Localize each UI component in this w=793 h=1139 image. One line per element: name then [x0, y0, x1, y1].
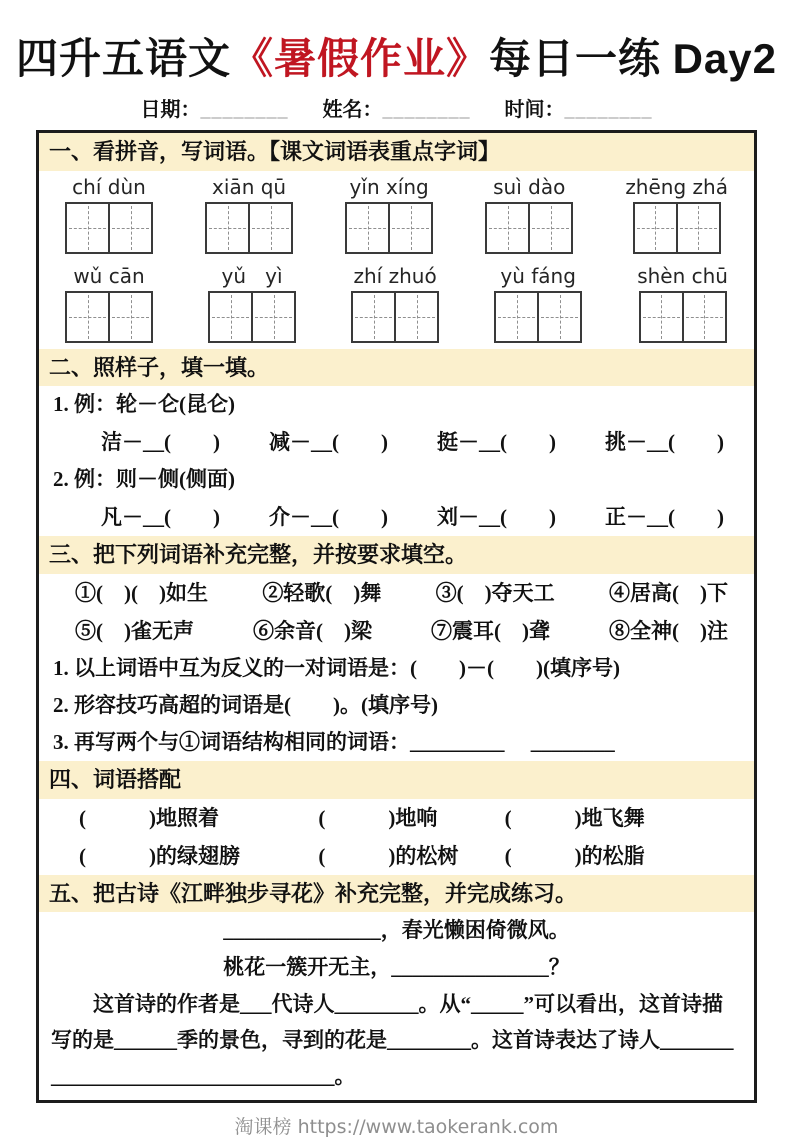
writing-cell: [251, 293, 294, 341]
title-prefix: 四升五语文: [16, 37, 232, 83]
fill-item: 洁－__( ): [101, 430, 220, 455]
poem-line-2: 桃花一簇开无主，_______________？: [223, 955, 570, 980]
section2-row2: [39, 498, 754, 536]
pinyin-group: [625, 175, 728, 254]
writing-cell: [210, 293, 251, 341]
section3-question-3: 3. 再写两个与①词语结构相同的词语：_________ ________: [53, 729, 615, 754]
time-label: 时间：: [504, 99, 565, 122]
match-item: ( )地照着: [79, 805, 219, 830]
section3-idioms-row1: [39, 574, 754, 612]
pinyin-group: [208, 264, 296, 343]
date-label: 日期：: [140, 99, 201, 122]
idiom-item: ②轻歌( )舞: [262, 580, 382, 605]
fill-item: 挺－__( ): [437, 430, 556, 455]
fill-item: 刘－__( ): [437, 505, 556, 530]
pinyin-group: [345, 175, 433, 254]
pinyin-label: shèn chū: [637, 263, 728, 288]
idiom-item: ①( )( )如生: [75, 580, 208, 605]
writing-cell: [353, 293, 394, 341]
match-item: ( )的绿翅膀: [79, 843, 240, 868]
title-middle: 每日一练: [489, 37, 662, 83]
pinyin-label: chí dùn: [72, 174, 146, 199]
pinyin-group: [485, 175, 573, 254]
writing-cell: [676, 204, 719, 252]
pinyin-row-2: [39, 260, 754, 349]
pinyin-group: [637, 264, 728, 343]
writing-grid: [494, 291, 582, 343]
idiom-item: ④居高( )下: [608, 580, 728, 605]
idiom-item: ⑦震耳( )聋: [431, 618, 550, 643]
match-item: ( )地飞舞: [504, 805, 645, 830]
match-item: ( )地响: [318, 805, 438, 830]
writing-grid: [351, 291, 439, 343]
section3-idioms-row2: [39, 612, 754, 650]
section5-header: 五、把古诗《江畔独步寻花》补充完整，并完成练习。: [39, 875, 754, 913]
poem-line-1: _______________，春光懒困倚微风。: [223, 918, 570, 943]
writing-cell: [635, 204, 676, 252]
section4-row2: [39, 837, 754, 875]
writing-cell: [394, 293, 437, 341]
writing-cell: [108, 293, 151, 341]
page-title: [0, 36, 793, 83]
writing-grid: [65, 291, 153, 343]
section5-paragraph: 这首诗的作者是___代诗人________。从“_____”可以看出，这首诗描写的是______季的景色，寻到的花是________。这首诗表达了诗人__________________________________。: [51, 992, 734, 1089]
idiom-item: ③( )夺天工: [435, 580, 555, 605]
pinyin-label: yù fáng: [500, 263, 576, 288]
writing-grid: [205, 202, 293, 254]
writing-cell: [207, 204, 248, 252]
date-blank: ________: [200, 99, 289, 122]
pinyin-label: suì dào: [493, 174, 566, 199]
idiom-item: ⑧全神( )注: [609, 618, 728, 643]
title-highlight: 《暑假作业》: [231, 37, 490, 83]
writing-grid: [633, 202, 721, 254]
section2-row1: [39, 423, 754, 461]
fill-item: 减－__( ): [269, 430, 388, 455]
pinyin-group: [494, 264, 582, 343]
pinyin-label: zhí zhuó: [353, 263, 437, 288]
pinyin-label: xiān qū: [212, 174, 287, 199]
writing-cell: [67, 293, 108, 341]
pinyin-group: [65, 264, 153, 343]
section2-example2: 2. 例：则－侧(侧面): [53, 467, 235, 492]
section3-header: 三、把下列词语补充完整，并按要求填空。: [39, 536, 754, 574]
name-field: [323, 93, 471, 122]
idiom-item: ⑥余音( )梁: [253, 618, 372, 643]
section4-header: 四、词语搭配: [39, 761, 754, 799]
writing-grid: [639, 291, 727, 343]
section2-header: 二、照样子，填一填。: [39, 349, 754, 387]
pinyin-label: yǔ yì: [221, 263, 283, 288]
writing-cell: [496, 293, 537, 341]
writing-grid: [345, 202, 433, 254]
idiom-item: ⑤( )雀无声: [75, 618, 194, 643]
section3-question-2: 2. 形容技巧高超的词语是( )。(填序号): [53, 692, 438, 717]
pinyin-label: yǐn xíng: [349, 174, 429, 199]
section3-question-1: 1. 以上词语中互为反义的一对词语是：( )－( )(填序号): [53, 655, 620, 680]
name-label: 姓名：: [322, 99, 383, 122]
name-blank: ________: [382, 99, 471, 122]
writing-cell: [682, 293, 725, 341]
fill-item: 正－__( ): [605, 505, 724, 530]
pinyin-label: zhēng zhá: [625, 174, 728, 199]
match-item: ( )的松脂: [504, 843, 645, 868]
pinyin-row-1: [39, 171, 754, 260]
time-field: [505, 93, 653, 122]
title-day: Day2: [672, 35, 777, 82]
writing-grid: [485, 202, 573, 254]
info-line: [0, 93, 793, 122]
fill-item: 凡－__( ): [101, 505, 220, 530]
pinyin-label: wǔ cān: [73, 263, 145, 288]
footer-watermark: 淘课榜 https://www.taokerank.com: [234, 1116, 559, 1139]
fill-item: 介－__( ): [269, 505, 388, 530]
writing-cell: [248, 204, 291, 252]
fill-item: 挑－__( ): [605, 430, 724, 455]
section4-row1: [39, 799, 754, 837]
writing-cell: [487, 204, 528, 252]
match-item: ( )的松树: [318, 843, 459, 868]
writing-cell: [108, 204, 151, 252]
pinyin-group: [65, 175, 153, 254]
writing-cell: [641, 293, 682, 341]
time-blank: ________: [564, 99, 653, 122]
writing-cell: [537, 293, 580, 341]
section2-example1: 1. 例：轮－仑(昆仑): [53, 392, 235, 417]
worksheet-body: [36, 130, 757, 1103]
date-field: [141, 93, 289, 122]
writing-grid: [208, 291, 296, 343]
writing-cell: [528, 204, 571, 252]
writing-cell: [347, 204, 388, 252]
writing-cell: [388, 204, 431, 252]
writing-cell: [67, 204, 108, 252]
pinyin-group: [351, 264, 439, 343]
pinyin-group: [205, 175, 293, 254]
writing-grid: [65, 202, 153, 254]
section1-header: 一、看拼音，写词语。【课文词语表重点字词】: [39, 133, 754, 171]
